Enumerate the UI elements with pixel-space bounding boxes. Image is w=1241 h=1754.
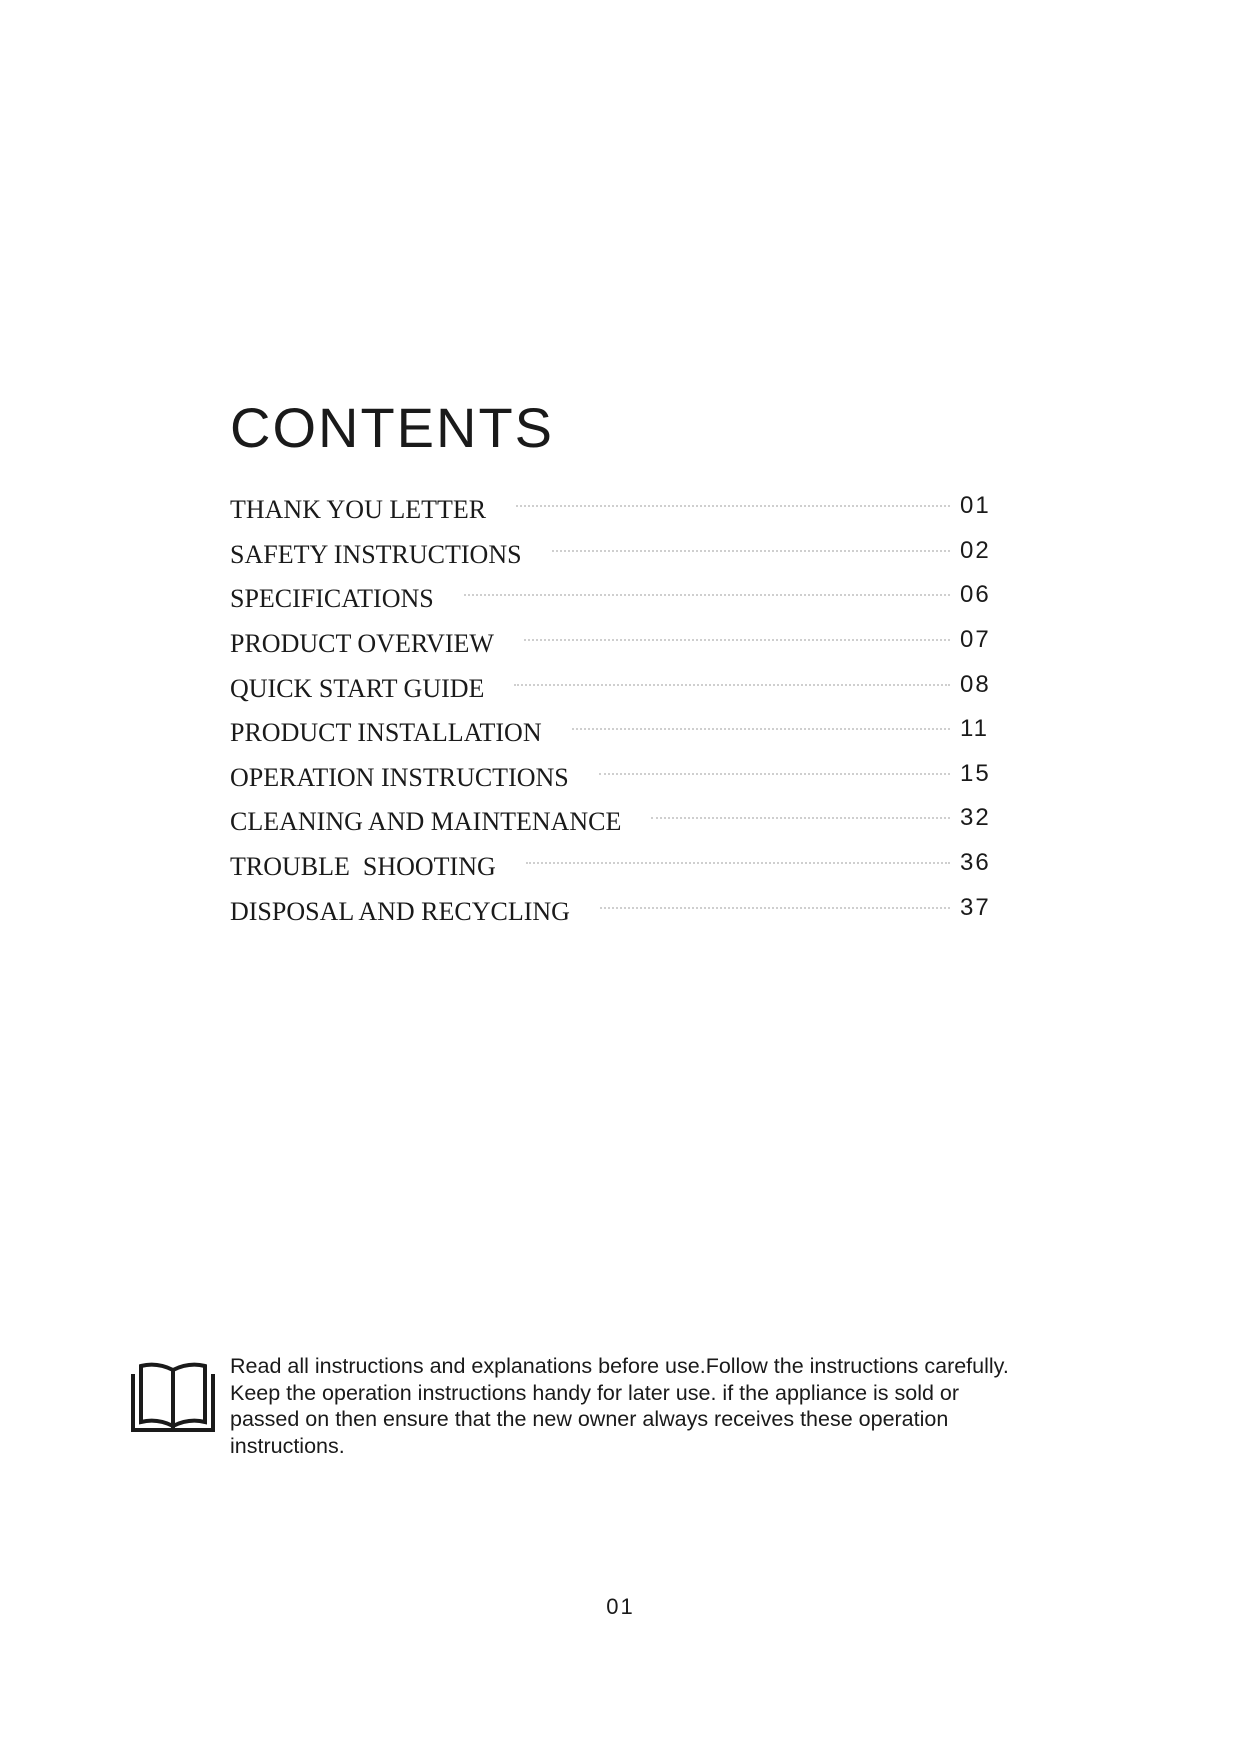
toc-item-page: 08 [960,670,991,698]
note-line: Keep the operation instructions handy for later use. if the appliance is sold or [230,1380,960,1405]
toc-leader-dots [516,505,950,507]
toc-leader-dots [526,862,950,864]
toc-item-operation-instructions[interactable] [230,756,1000,801]
toc-leader-dots [514,684,950,686]
toc-item-label: QUICK START GUIDE [230,673,485,703]
toc-item-page: 37 [960,893,991,921]
toc-leader-dots [464,594,950,596]
toc-item-page: 06 [960,581,991,609]
toc-item-quick-start-guide[interactable] [230,666,1000,711]
toc-item-thank-you-letter[interactable] [230,488,1000,533]
toc-item-page: 36 [960,849,991,877]
page-title: CONTENTS [230,396,554,459]
toc-item-page: 15 [960,759,991,787]
book-icon [130,1362,216,1434]
toc-item-page: 02 [960,536,991,564]
toc-item-product-overview[interactable] [230,622,1000,667]
toc-item-product-installation[interactable] [230,711,1000,756]
page-number: 01 [606,1594,635,1619]
toc-item-specifications[interactable] [230,577,1000,622]
toc-item-label: TROUBLE SHOOTING [230,852,496,882]
toc-leader-dots [552,550,950,552]
toc-item-safety-instructions[interactable] [230,533,1000,578]
toc-item-page: 07 [960,626,991,654]
note-line: passed on then ensure that the new owner always receives these operation [230,1407,949,1431]
toc-item-label: SAFETY INSTRUCTIONS [230,539,522,569]
table-of-contents [230,488,1000,934]
toc-item-label: DISPOSAL AND RECYCLING [230,896,570,926]
toc-item-label: PRODUCT OVERVIEW [230,629,494,659]
toc-item-cleaning-and-maintenance[interactable] [230,800,1000,845]
toc-item-label: CLEANING AND MAINTENANCE [230,807,622,837]
reading-note [230,1353,1150,1459]
toc-leader-dots [599,773,950,775]
note-line: instructions. [230,1433,345,1458]
toc-item-page: 11 [960,715,989,743]
toc-item-label: OPERATION INSTRUCTIONS [230,762,569,792]
toc-leader-dots [572,728,950,730]
toc-item-label: SPECIFICATIONS [230,584,434,614]
toc-item-label: PRODUCT INSTALLATION [230,718,542,748]
toc-item-trouble-shooting[interactable] [230,845,1000,890]
toc-item-disposal-and-recycling[interactable] [230,889,1000,934]
toc-item-page: 32 [960,804,991,832]
note-line: Read all instructions and explanations before use.Follow the instructions carefully. [230,1354,1009,1378]
toc-leader-dots [524,639,950,641]
toc-leader-dots [651,817,950,819]
toc-item-page: 01 [960,492,991,520]
toc-item-label: THANK YOU LETTER [230,495,487,525]
toc-leader-dots [600,907,950,909]
